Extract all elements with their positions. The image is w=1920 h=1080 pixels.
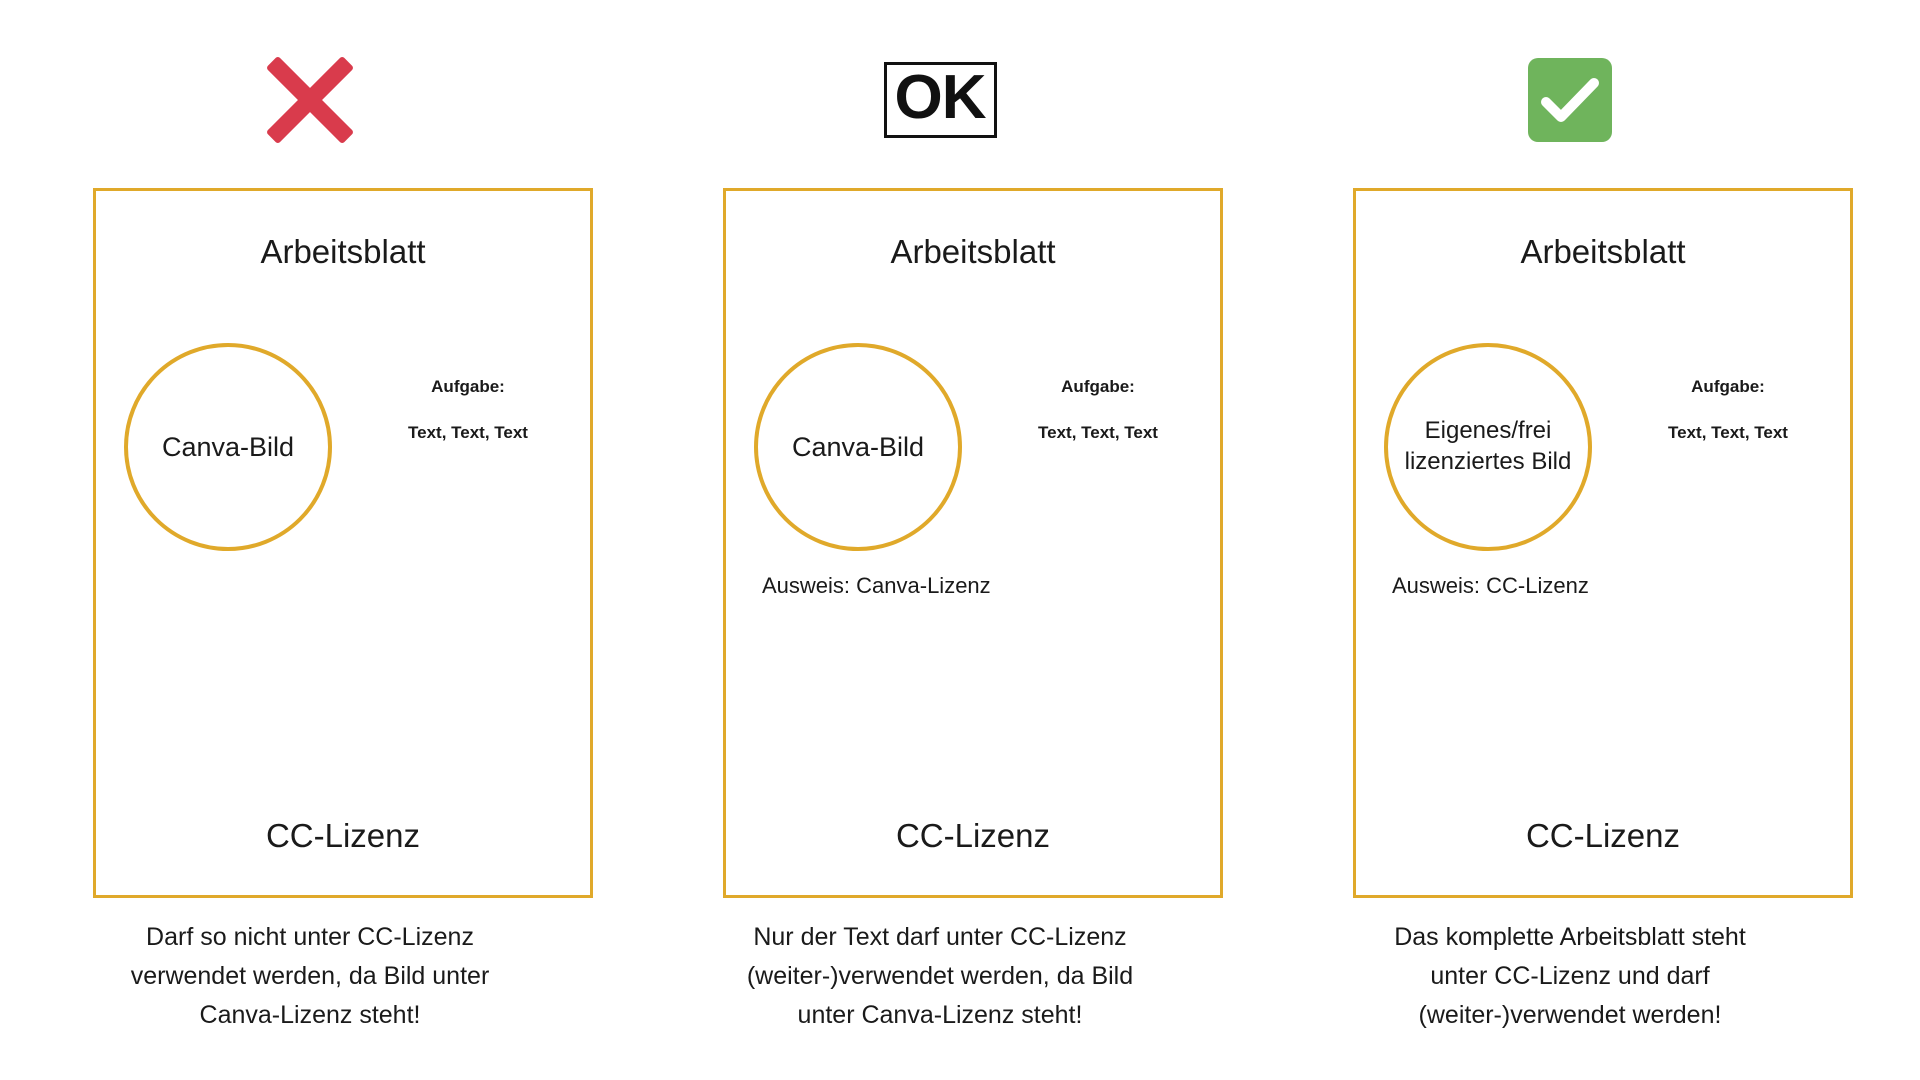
task-block (358, 377, 578, 443)
worksheet-title: Arbeitsblatt (890, 233, 1056, 270)
task-title: Aufgabe: (1691, 377, 1765, 396)
task-body: Text, Text, Text (408, 423, 528, 442)
task-body: Text, Text, Text (1038, 423, 1158, 442)
image-placeholder-circle (1384, 343, 1592, 551)
caption-line: Das komplette Arbeitsblatt steht (1394, 923, 1746, 951)
scenario-column-1 (30, 0, 590, 1080)
status-badge-1 (30, 40, 590, 160)
image-placeholder-circle (124, 343, 332, 551)
caption-line: unter Canva-Lizenz steht! (797, 1000, 1083, 1029)
worksheet-footer-license: CC-Lizenz (895, 817, 1051, 854)
cross-icon (264, 54, 356, 146)
license-note: Ausweis: CC-Lizenz (1392, 573, 1589, 598)
check-icon (1528, 58, 1612, 142)
worksheet-title: Arbeitsblatt (1520, 233, 1686, 270)
task-body: Text, Text, Text (1668, 423, 1788, 442)
caption-line: (weiter-)verwendet werden, da Bild (746, 961, 1134, 990)
task-block (1618, 377, 1838, 443)
ok-badge: OK (884, 62, 997, 138)
caption-3 (1310, 918, 1830, 1034)
worksheet-card-3 (1353, 188, 1853, 898)
caption-line: verwendet werden, da Bild unter (130, 961, 490, 990)
image-placeholder-circle (754, 343, 962, 551)
worksheet-footer-license: CC-Lizenz (1525, 817, 1681, 854)
worksheet-card-1 (93, 188, 593, 898)
caption-line: Darf so nicht unter CC-Lizenz (146, 923, 474, 951)
caption-line: Canva-Lizenz steht! (199, 1000, 421, 1029)
caption-line: Nur der Text darf unter CC-Lizenz (753, 923, 1127, 951)
scenario-column-3 (1290, 0, 1850, 1080)
status-badge-2 (660, 40, 1220, 160)
license-note: Ausweis: Canva-Lizenz (762, 573, 991, 598)
worksheet-title: Arbeitsblatt (260, 233, 426, 270)
task-block (988, 377, 1208, 443)
task-title: Aufgabe: (1061, 377, 1135, 396)
caption-1 (50, 918, 570, 1034)
scenario-column-2 (660, 0, 1220, 1080)
status-badge-3 (1290, 40, 1850, 160)
task-title: Aufgabe: (431, 377, 505, 396)
caption-line: unter CC-Lizenz und darf (1430, 961, 1710, 990)
image-placeholder-label: Canva-Bild (791, 431, 925, 462)
image-placeholder-label: Eigenes/frei lizenziertes Bild (1404, 417, 1572, 475)
worksheet-card-2 (723, 188, 1223, 898)
image-placeholder-label: Canva-Bild (161, 431, 295, 462)
caption-line: (weiter-)verwendet werden! (1418, 1000, 1722, 1029)
caption-2 (680, 918, 1200, 1034)
worksheet-footer-license: CC-Lizenz (265, 817, 421, 854)
